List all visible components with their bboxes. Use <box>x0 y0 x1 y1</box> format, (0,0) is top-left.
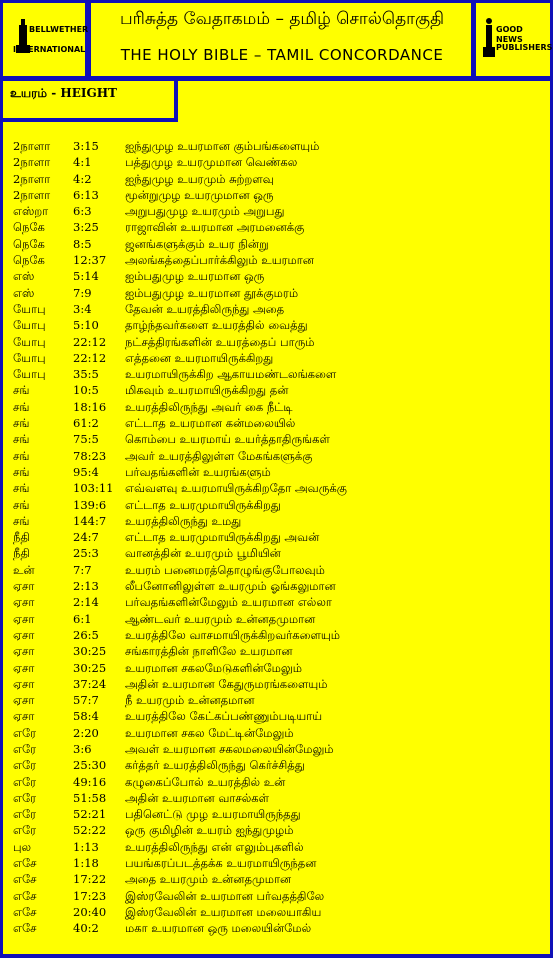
goodnews-logo-box <box>476 3 553 76</box>
entry-book: ஏசா <box>13 676 35 691</box>
entry-reference: 35:5 <box>73 367 99 382</box>
entry-reference: 57:7 <box>73 693 99 708</box>
entry-book: 2நாளா <box>13 155 51 170</box>
entry-text: லீபனோனிலுள்ள உயரமும் ஓங்கலுமான <box>125 579 336 594</box>
entry-book: சங் <box>13 481 30 496</box>
entry-text: உயரத்திலே வாசமாயிருக்கிறவர்களையும் <box>125 627 340 642</box>
list-item <box>3 382 550 398</box>
entry-reference: 8:5 <box>73 236 92 251</box>
entry-text: மூன்றுமுழ உயரமுமான ஒரு <box>125 187 274 202</box>
entry-text: ஐந்துமுழ உயரமும் சுற்றளவு <box>125 171 274 186</box>
entry-text: எட்டாத உயரமுமாயிருக்கிறது <box>125 497 281 512</box>
section-heading: உயரம் - HEIGHT <box>10 86 117 100</box>
list-item <box>3 806 550 822</box>
entry-reference: 30:25 <box>73 660 107 675</box>
list-item <box>3 708 550 724</box>
entry-text: நட்சத்திரங்களின் உயரத்தைப் பாரும் <box>125 334 315 349</box>
entry-reference: 3:15 <box>73 139 99 153</box>
entry-book: எரே <box>13 807 37 822</box>
entry-reference: 52:22 <box>73 823 107 838</box>
entry-reference: 22:12 <box>73 334 107 349</box>
entry-book: யோபு <box>13 350 46 365</box>
entry-book: 2நாளா <box>13 171 51 186</box>
entry-book: யோபு <box>13 301 46 316</box>
entry-text: கர்த்தர் உயரத்திலிருந்து கெர்ச்சித்து <box>125 758 305 773</box>
entry-text: சங்காரத்தின் நாளிலே உயரமான <box>125 644 293 659</box>
entry-book: எரே <box>13 758 37 773</box>
entry-book: சங் <box>13 513 30 528</box>
entry-text: எட்டாத உயரமான கன்மலையில் <box>125 416 296 431</box>
entry-reference: 26:5 <box>73 627 99 642</box>
entry-text: உயரத்திலிருந்து அவர் கை நீட்டி <box>125 399 293 414</box>
entry-reference: 4:1 <box>73 155 92 170</box>
goodnews-logo-line2: PUBLISHERS <box>496 43 553 52</box>
list-item <box>3 171 550 187</box>
entry-text: தேவன் உயரத்திலிருந்து அதை <box>125 301 285 316</box>
entry-reference: 3:4 <box>73 301 92 316</box>
entry-book: சங் <box>13 399 30 414</box>
entry-book: நெகே <box>13 220 45 235</box>
entry-book: யோபு <box>13 334 46 349</box>
concordance-panel <box>3 81 550 954</box>
entry-book: சங் <box>13 416 30 431</box>
list-item <box>3 594 550 610</box>
entry-list <box>3 138 550 937</box>
entry-reference: 6:13 <box>73 187 99 202</box>
entry-text: பயங்கரப்படத்தக்க உயரமாயிருந்தன <box>125 856 317 871</box>
entry-reference: 103:11 <box>73 481 114 496</box>
list-item <box>3 285 550 301</box>
entry-book: 2நாளா <box>13 139 51 153</box>
entry-text: பதினெட்டு முழ உயரமாயிருந்தது <box>125 807 301 822</box>
figure-icon <box>482 17 496 57</box>
entry-book: யோபு <box>13 318 46 333</box>
entry-text: ஜனங்களுக்கும் உயர நின்று <box>125 236 269 251</box>
entry-text: நீ உயரமும் உன்னதமான <box>125 693 255 708</box>
entry-reference: 2:13 <box>73 579 99 594</box>
entry-reference: 5:10 <box>73 318 99 333</box>
list-item <box>3 725 550 741</box>
list-item <box>3 757 550 773</box>
entry-reference: 25:3 <box>73 546 99 561</box>
entry-text: ஐம்பதுமுழ உயரமான ஒரு <box>125 269 265 284</box>
entry-text: அறுபதுமுழ உயரமும் அறுபது <box>125 204 285 219</box>
entry-text: உயரம் பனைமரத்தொழுங்குபோலவும் <box>125 562 325 577</box>
entry-text: உயரத்திலிருந்து உமது <box>125 513 242 528</box>
entry-book: எஸ் <box>13 285 35 300</box>
entry-reference: 12:37 <box>73 253 107 268</box>
entry-book: 2நாளா <box>13 187 51 202</box>
list-item <box>3 187 550 203</box>
entry-text: ஒரு குமிழின் உயரம் ஐந்துமுழம் <box>125 823 294 838</box>
entry-book: எசே <box>13 872 37 887</box>
entry-text: ஐம்பதுமுழ உயரமான தூக்குமரம் <box>125 285 299 300</box>
list-item <box>3 529 550 545</box>
bellwether-logo-line2: INTERNATIONAL <box>13 45 86 54</box>
entry-text: அவள் உயரமான சகலமலையின்மேலும் <box>125 741 334 756</box>
entry-reference: 61:2 <box>73 416 99 431</box>
entry-reference: 37:24 <box>73 676 107 691</box>
entry-book: ஏசா <box>13 595 35 610</box>
list-item <box>3 920 550 936</box>
list-item <box>3 774 550 790</box>
entry-reference: 3:6 <box>73 741 92 756</box>
entry-book: சங் <box>13 448 30 463</box>
entry-reference: 1:13 <box>73 839 99 854</box>
entry-text: உயரத்திலே கேட்கப்பண்ணும்படியாய் <box>125 709 323 724</box>
list-item <box>3 252 550 268</box>
entry-text: இஸ்ரவேலின் உயரமான பர்வதத்திலே <box>125 888 325 903</box>
entry-book: ஏசா <box>13 627 35 642</box>
entry-text: உயரமாயிருக்கிற ஆகாயமண்டலங்களை <box>125 367 337 382</box>
entry-reference: 18:16 <box>73 399 107 414</box>
list-item <box>3 464 550 480</box>
entry-book: எரே <box>13 741 37 756</box>
list-item <box>3 611 550 627</box>
list-item <box>3 545 550 561</box>
list-item <box>3 855 550 871</box>
entry-text: உயரமான சகல மேட்டின்மேலும் <box>125 725 294 740</box>
entry-text: மிகவும் உயரமாயிருக்கிறது தன் <box>125 383 289 398</box>
entry-text: அதை உயரமும் உன்னதமுமான <box>125 872 292 887</box>
entry-book: எஸ் <box>13 269 35 284</box>
entry-book: புல <box>13 839 32 854</box>
list-item <box>3 497 550 513</box>
list-item <box>3 431 550 447</box>
entry-reference: 7:7 <box>73 562 92 577</box>
entry-reference: 139:6 <box>73 497 107 512</box>
entry-reference: 144:7 <box>73 513 107 528</box>
list-item <box>3 366 550 382</box>
entry-reference: 30:25 <box>73 644 107 659</box>
entry-book: ஏசா <box>13 693 35 708</box>
entry-book: ஏசா <box>13 709 35 724</box>
entry-reference: 49:16 <box>73 774 107 789</box>
entry-text: மகா உயரமான ஒரு மலையின்மேல் <box>125 921 312 936</box>
list-item <box>3 888 550 904</box>
entry-reference: 10:5 <box>73 383 99 398</box>
list-item <box>3 317 550 333</box>
entry-book: எசே <box>13 921 37 936</box>
entry-text: அலங்கத்தைப்பார்க்கிலும் உயரமான <box>125 253 314 268</box>
entry-book: யோபு <box>13 367 46 382</box>
list-item <box>3 399 550 415</box>
list-item <box>3 660 550 676</box>
entry-book: நீதி <box>13 546 30 561</box>
entry-book: ஏசா <box>13 579 35 594</box>
entry-text: அதின் உயரமான கேதுருமரங்களையும் <box>125 676 328 691</box>
entry-reference: 20:40 <box>73 904 107 919</box>
entry-reference: 4:2 <box>73 171 92 186</box>
entry-book: நெகே <box>13 253 45 268</box>
entry-text: கழுகைப்போல் உயரத்தில் உன் <box>125 774 286 789</box>
entry-text: கொம்பை உயரமாய் உயர்த்தாதிருங்கள் <box>125 432 330 447</box>
entry-reference: 40:2 <box>73 921 99 936</box>
entry-reference: 17:22 <box>73 872 107 887</box>
entry-reference: 1:18 <box>73 856 99 871</box>
entry-text: பர்வதங்களின் உயரங்களும் <box>125 464 271 479</box>
list-item <box>3 236 550 252</box>
list-item <box>3 741 550 757</box>
bellwether-logo-box <box>3 3 89 76</box>
list-item <box>3 627 550 643</box>
list-item <box>3 790 550 806</box>
entry-reference: 2:20 <box>73 725 99 740</box>
entry-book: எரே <box>13 823 37 838</box>
entry-reference: 95:4 <box>73 464 99 479</box>
entry-book: சங் <box>13 497 30 512</box>
list-item <box>3 138 550 154</box>
entry-book: ஏசா <box>13 611 35 626</box>
list-item <box>3 154 550 170</box>
list-item <box>3 480 550 496</box>
entry-book: நெகே <box>13 236 45 251</box>
list-item <box>3 513 550 529</box>
list-item <box>3 219 550 235</box>
entry-text: பத்துமுழ உயரமுமான வெண்கல <box>125 155 298 170</box>
entry-text: எவ்வளவு உயரமாயிருக்கிறதோ அவருக்கு <box>125 481 347 496</box>
entry-book: உன் <box>13 562 35 577</box>
entry-text: எட்டாத உயரமுமாயிருக்கிறது அவன் <box>125 530 320 545</box>
entry-book: எரே <box>13 790 37 805</box>
entry-reference: 75:5 <box>73 432 99 447</box>
list-item <box>3 301 550 317</box>
entry-reference: 78:23 <box>73 448 107 463</box>
list-item <box>3 676 550 692</box>
list-item <box>3 839 550 855</box>
entry-book: எரே <box>13 725 37 740</box>
entry-reference: 5:14 <box>73 269 99 284</box>
entry-reference: 25:30 <box>73 758 107 773</box>
entry-book: எசே <box>13 904 37 919</box>
entry-book: எசே <box>13 888 37 903</box>
entry-reference: 51:58 <box>73 790 107 805</box>
list-item <box>3 562 550 578</box>
entry-reference: 7:9 <box>73 285 92 300</box>
entry-reference: 22:12 <box>73 350 107 365</box>
entry-text: அதின் உயரமான வாசல்கள் <box>125 790 269 805</box>
entry-text: ராஜாவின் உயரமான அரமனைக்கு <box>125 220 305 235</box>
entry-reference: 24:7 <box>73 530 99 545</box>
title-english: THE HOLY BIBLE – TAMIL CONCORDANCE <box>120 46 444 64</box>
title-box <box>91 3 471 76</box>
entry-book: எரே <box>13 774 37 789</box>
entry-reference: 6:3 <box>73 204 92 219</box>
entry-reference: 2:14 <box>73 595 99 610</box>
list-item <box>3 203 550 219</box>
entry-text: உயரத்திலிருந்து என் எலும்புகளில் <box>125 839 304 854</box>
entry-text: அவர் உயரத்திலுள்ள மேகங்களுக்கு <box>125 448 313 463</box>
entry-text: இஸ்ரவேலின் உயரமான மலையாகிய <box>125 904 322 919</box>
list-item <box>3 415 550 431</box>
entry-book: எஸ்றா <box>13 204 49 219</box>
entry-book: சங் <box>13 432 30 447</box>
list-item <box>3 643 550 659</box>
list-item <box>3 268 550 284</box>
bellwether-logo-line1: BELLWETHER <box>29 25 89 34</box>
entry-text: உயரமான சகலமேடுகளின்மேலும் <box>125 660 302 675</box>
title-tamil: பரிசுத்த வேதாகமம் – தமிழ் சொல்தொகுதி <box>119 9 444 29</box>
list-item <box>3 871 550 887</box>
list-item <box>3 334 550 350</box>
entry-reference: 52:21 <box>73 807 107 822</box>
entry-book: சங் <box>13 464 30 479</box>
heading-divider-vertical <box>174 81 178 121</box>
entry-text: பர்வதங்களின்மேலும் உயரமான எல்லா <box>125 595 332 610</box>
list-item <box>3 904 550 920</box>
entry-reference: 3:25 <box>73 220 99 235</box>
list-item <box>3 822 550 838</box>
goodnews-logo-line1: GOOD NEWS <box>496 25 523 44</box>
entry-text: ஐந்துமுழ உயரமான கும்பங்களையும் <box>125 139 320 153</box>
entry-book: சங் <box>13 383 30 398</box>
entry-book: நீதி <box>13 530 30 545</box>
entry-book: ஏசா <box>13 644 35 659</box>
entry-reference: 17:23 <box>73 888 107 903</box>
entry-text: ஆண்டவர் உயரமும் உன்னதமுமான <box>125 611 316 626</box>
entry-reference: 58:4 <box>73 709 99 724</box>
list-item <box>3 350 550 366</box>
entry-text: வானத்தின் உயரமும் பூமியின் <box>125 546 281 561</box>
entry-book: எசே <box>13 856 37 871</box>
entry-text: தாழ்ந்தவர்களை உயரத்தில் வைத்து <box>125 318 308 333</box>
entry-reference: 6:1 <box>73 611 92 626</box>
list-item <box>3 448 550 464</box>
list-item <box>3 692 550 708</box>
entry-book: ஏசா <box>13 660 35 675</box>
entry-text: எத்தனை உயரமாயிருக்கிறது <box>125 350 274 365</box>
heading-divider-horizontal <box>3 118 178 122</box>
list-item <box>3 578 550 594</box>
